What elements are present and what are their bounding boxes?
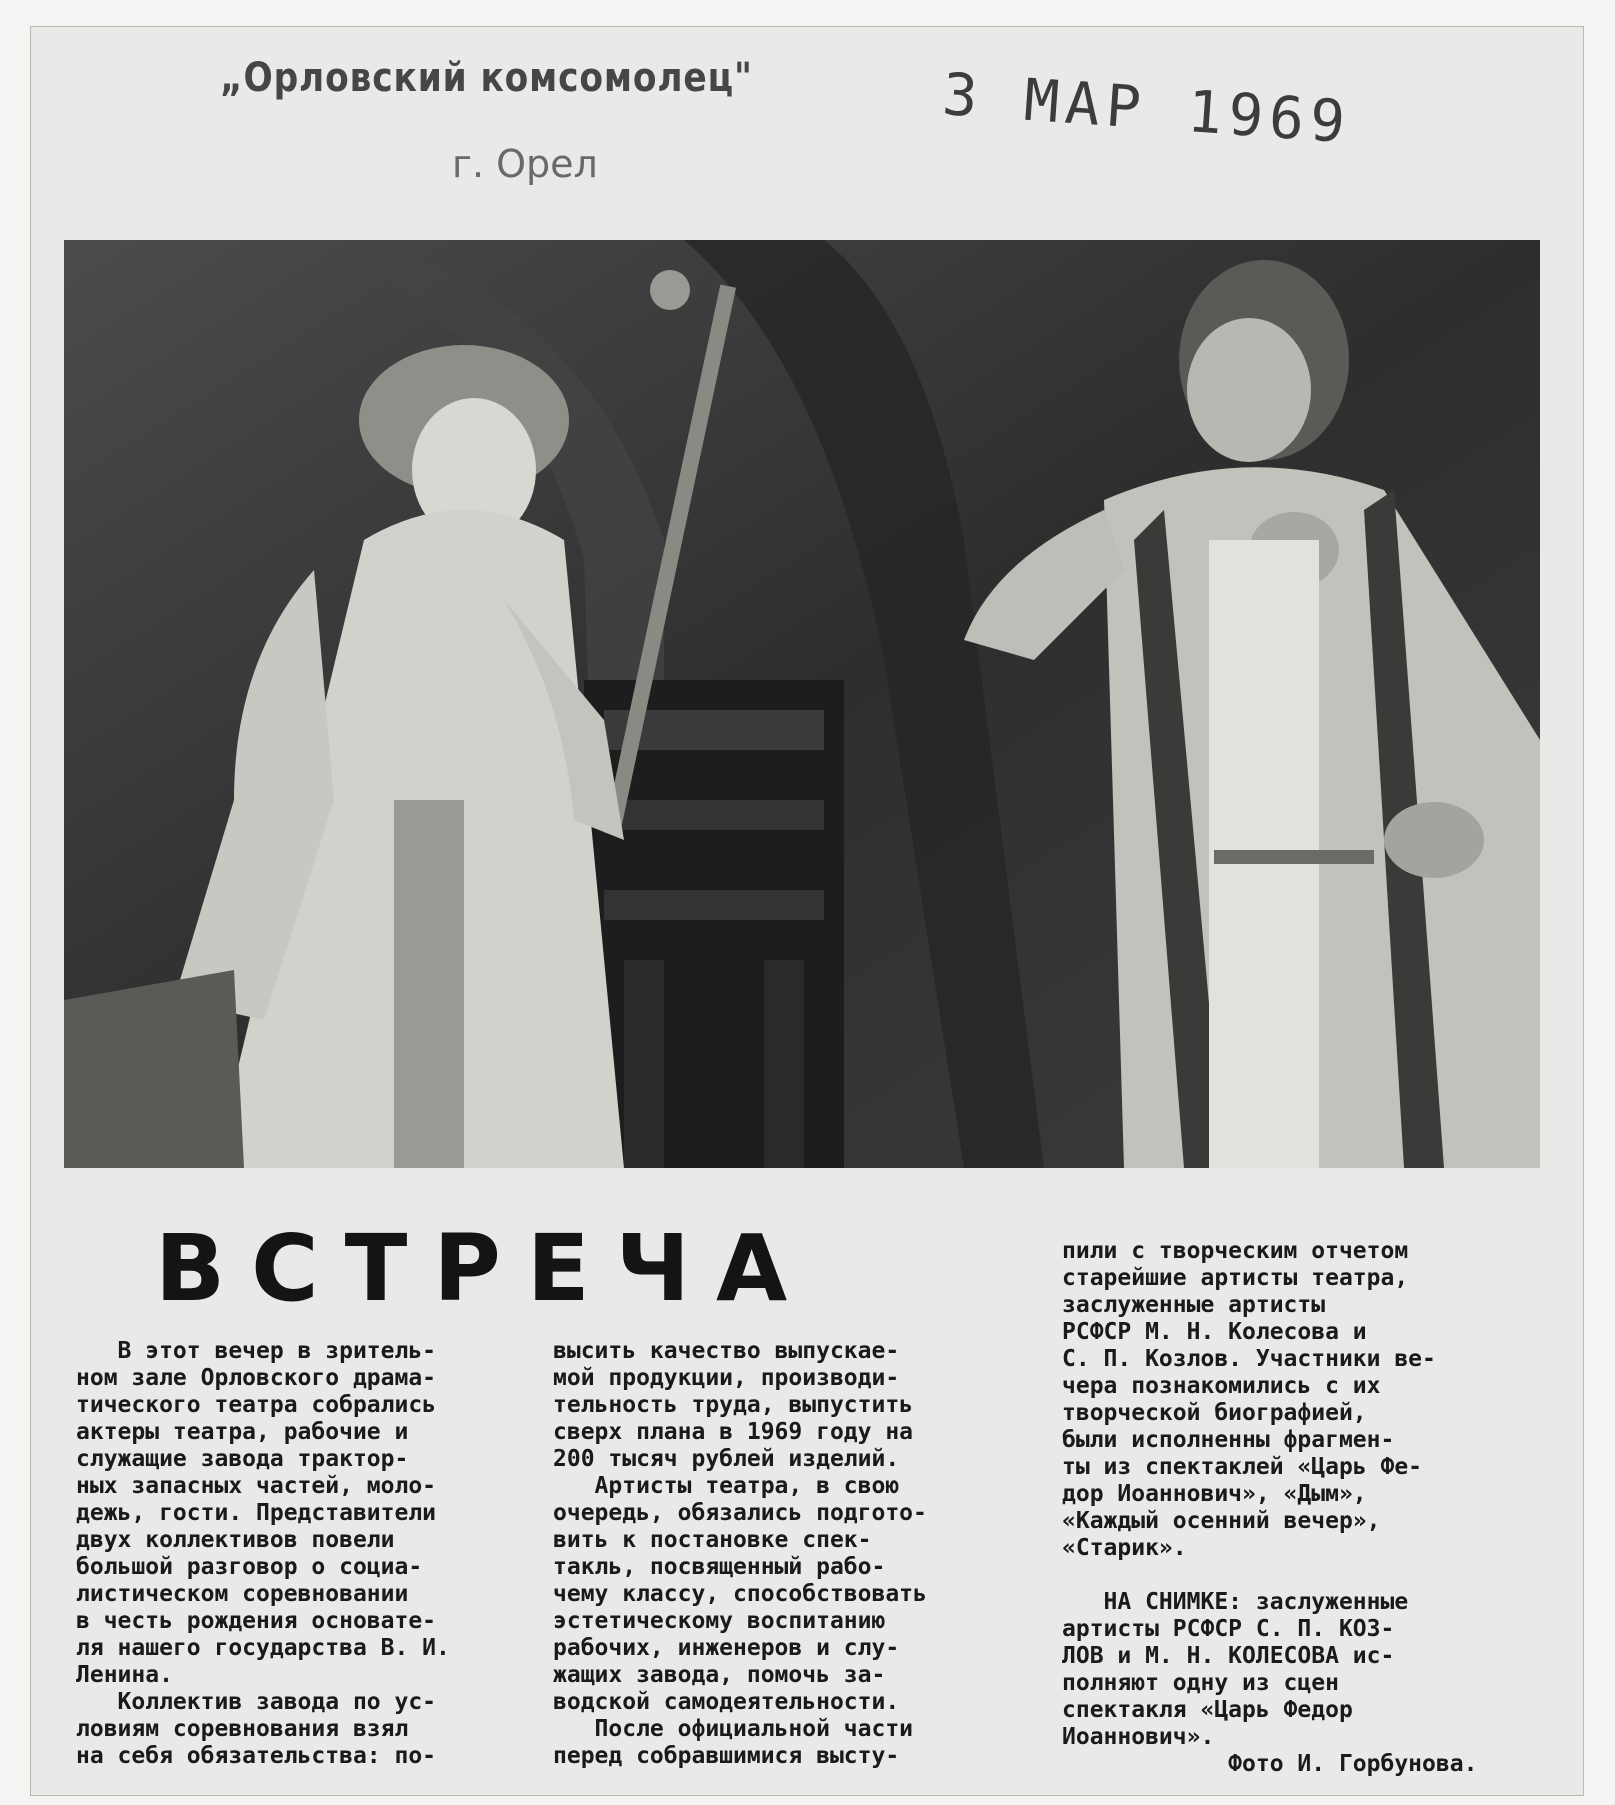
article-line: После официальной части	[553, 1716, 914, 1742]
article-line: творческой биографией,	[1062, 1400, 1367, 1426]
article-line: заслуженные артисты	[1062, 1292, 1326, 1318]
article-line: служащие завода трактор-	[76, 1446, 409, 1472]
article-line	[1062, 1562, 1477, 1589]
article-headline: ВСТРЕЧА	[155, 1215, 814, 1322]
article-line: перед собравшимися высту-	[553, 1743, 900, 1769]
date-stamp: 3 МАР 1969	[940, 60, 1354, 157]
article-line: В этот вечер в зритель-	[76, 1338, 437, 1364]
article-line: дежь, гости. Представители	[76, 1500, 437, 1526]
article-line: тельность труда, выпустить	[553, 1392, 914, 1418]
article-line: жащих завода, помочь за-	[553, 1662, 886, 1688]
city-label: г. Орел	[452, 142, 598, 186]
photo-illustration	[64, 240, 1540, 1168]
article-line: Артисты театра, в свою	[553, 1473, 900, 1499]
article-line: сверх плана в 1969 году на	[553, 1419, 914, 1445]
article-line: Ленина.	[76, 1662, 173, 1688]
article-line: НА СНИМКЕ: заслуженные	[1062, 1589, 1409, 1615]
article-line: большой разговор о социа-	[76, 1554, 423, 1580]
article-line: эстетическому воспитанию	[553, 1608, 886, 1634]
article-line: ля нашего государства В. И.	[76, 1635, 450, 1661]
article-line: РСФСР М. Н. Колесова и	[1062, 1319, 1367, 1345]
article-line: С. П. Козлов. Участники ве-	[1062, 1346, 1436, 1372]
article-line: очередь, обязались подгото-	[553, 1500, 927, 1526]
article-line: тического театра собрались	[76, 1392, 437, 1418]
article-line: ты из спектаклей «Царь Фе-	[1062, 1454, 1423, 1480]
article-line: чему классу, способствовать	[553, 1581, 927, 1607]
article-line: спектакля «Царь Федор	[1062, 1697, 1353, 1723]
article-line: ловиям соревнования взял	[76, 1716, 409, 1742]
article-column-3	[1062, 1238, 1477, 1778]
theatre-scene-photo	[64, 240, 1540, 1168]
article-line: на себя обязательства: по-	[76, 1743, 437, 1769]
article-line: «Каждый осенний вечер»,	[1062, 1508, 1381, 1534]
article-line: Фото И. Горбунова.	[1062, 1751, 1478, 1777]
article-line: рабочих, инженеров и слу-	[553, 1635, 900, 1661]
article-line: полняют одну из сцен	[1062, 1670, 1339, 1696]
article-line: ном зале Орловского драма-	[76, 1365, 437, 1391]
article-line: 200 тысяч рублей изделий.	[553, 1446, 900, 1472]
article-column-2	[553, 1338, 927, 1770]
article-line: дор Иоаннович», «Дым»,	[1062, 1481, 1367, 1507]
article-line: были исполненны фрагмен-	[1062, 1427, 1395, 1453]
article-column-1	[76, 1338, 450, 1770]
article-line: чера познакомились с их	[1062, 1373, 1381, 1399]
article-line: ЛОВ и М. Н. КОЛЕСОВА ис-	[1062, 1643, 1395, 1669]
article-line: «Старик».	[1062, 1535, 1187, 1561]
article-line: артисты РСФСР С. П. КОЗ-	[1062, 1616, 1395, 1642]
article-line: мой продукции, производи-	[553, 1365, 900, 1391]
article-line: актеры театра, рабочие и	[76, 1419, 409, 1445]
article-line: в честь рождения основате-	[76, 1608, 437, 1634]
article-line: ных запасных частей, моло-	[76, 1473, 437, 1499]
article-line: Иоаннович».	[1062, 1724, 1215, 1750]
newspaper-masthead: „Орловский комсомолец"	[220, 55, 753, 101]
article-line: листическом соревновании	[76, 1581, 409, 1607]
article-line: вить к постановке спек-	[553, 1527, 872, 1553]
article-line: пили с творческим отчетом	[1062, 1238, 1409, 1264]
article-line: такль, посвященный рабо-	[553, 1554, 886, 1580]
article-line: старейшие артисты театра,	[1062, 1265, 1409, 1291]
article-line: высить качество выпускае-	[553, 1338, 900, 1364]
article-line: водской самодеятельности.	[553, 1689, 900, 1715]
article-line: Коллектив завода по ус-	[76, 1689, 437, 1715]
article-line: двух коллективов повели	[76, 1527, 395, 1553]
